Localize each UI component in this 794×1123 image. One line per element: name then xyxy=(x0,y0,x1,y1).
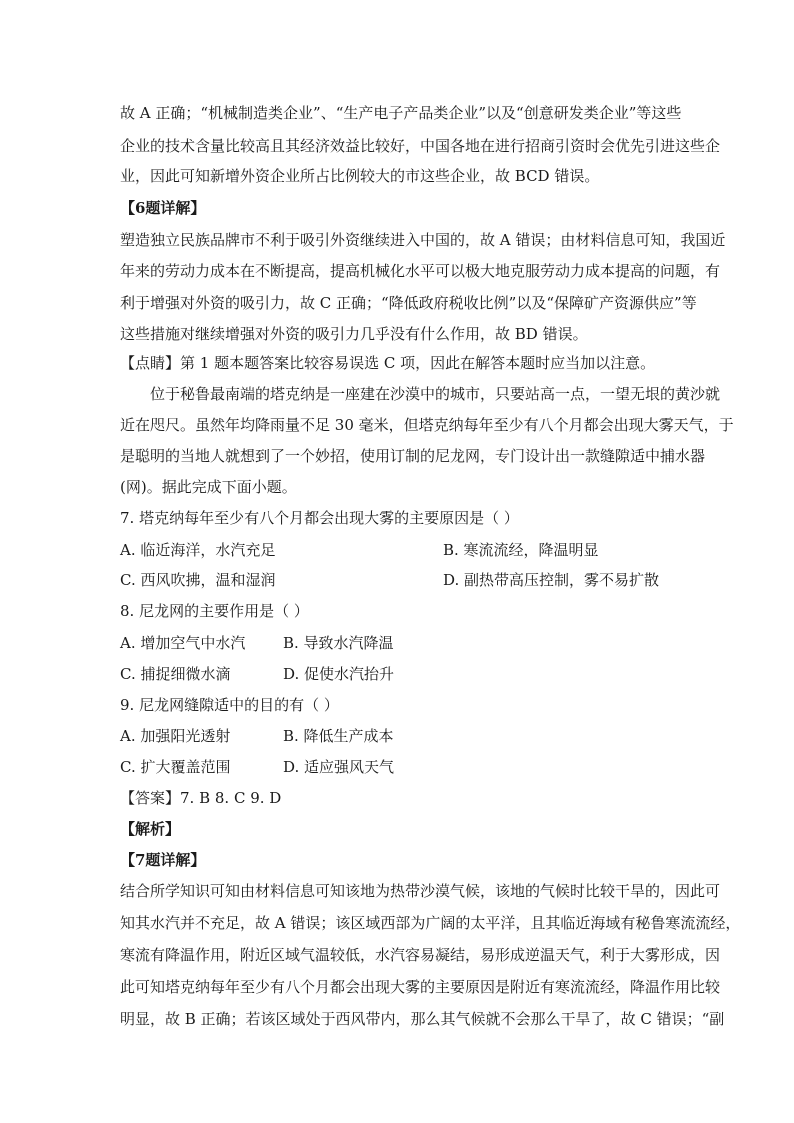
material-text: 是聪明的当地人就想到了一个妙招，使用订制的尼龙网，专门设计出一款缝隙适中捕水器 xyxy=(120,447,706,465)
text-line: 寒流有降温作用，附近区域气温较低，水汽容易凝结，易形成逆温天气，利于大雾形成，因 xyxy=(120,946,721,964)
q9-option-b: B. 降低生产成本 xyxy=(283,727,394,745)
q8-option-d: D. 促使水汽抬升 xyxy=(283,665,395,683)
dianjing-note: 【点睛】第 1 题本题答案比较容易误选 C 项，因此在解答本题时应当加以注意。 xyxy=(120,354,656,372)
text-line: 这些措施对继续增强对外资的吸引力几乎没有什么作用，故 BD 错误。 xyxy=(120,325,588,343)
text-line: 利于增强对外资的吸引力，故 C 正确；“降低政府税收比例”以及“保障矿产资源供应”等 xyxy=(120,294,697,312)
material-text: 位于秘鲁最南端的塔克纳是一座建在沙漠中的城市，只要站高一点，一望无垠的黄沙就 xyxy=(150,385,721,403)
q7-option-a: A. 临近海洋，水汽充足 xyxy=(120,541,276,559)
text-line: 年来的劳动力成本在不断提高，提高机械化水平可以极大地克服劳动力成本提高的问题，有 xyxy=(120,262,721,280)
text-line: 知其水汽并不充足，故 A 错误；该区域西部为广阔的太平洋，且其临近海域有秘鲁寒流流经， xyxy=(120,914,741,932)
question-8-stem: 8. 尼龙网的主要作用是（ ） xyxy=(120,602,309,620)
material-text: 近在咫尺。虽然年均降雨量不足 30 毫米，但塔克纳每年至少有八个月都会出现大雾天气，于 xyxy=(120,416,734,434)
q8-option-c: C. 捕捉细微水滴 xyxy=(120,665,231,683)
text-line: 企业的技术含量比较高且其经济效益比较好，中国各地在进行招商引资时会优先引进这些企 xyxy=(120,137,721,155)
q9-option-c: C. 扩大覆盖范围 xyxy=(120,758,231,776)
q8-option-b: B. 导致水汽降温 xyxy=(283,634,394,652)
text-line: 业，因此可知新增外资企业所占比例较大的市这些企业，故 BCD 错误。 xyxy=(120,167,600,185)
section-heading-q7: 【7题详解】 xyxy=(120,851,206,869)
q7-option-c: C. 西风吹拂，温和湿润 xyxy=(120,571,276,589)
text-line: 结合所学知识可知由材料信息可知该地为热带沙漠气候，该地的气候时比较干旱的，因此可 xyxy=(120,882,721,900)
q9-option-a: A. 加强阳光透射 xyxy=(120,727,231,745)
section-heading-analysis: 【解析】 xyxy=(120,820,181,838)
section-heading-q6: 【6题详解】 xyxy=(120,199,206,217)
text-line: 此可知塔克纳每年至少有八个月都会出现大雾的主要原因是附近有寒流流经，降温作用比较 xyxy=(120,978,721,996)
q7-option-d: D. 副热带高压控制，雾不易扩散 xyxy=(443,571,660,589)
q9-option-d: D. 适应强风天气 xyxy=(283,758,395,776)
text-line: 塑造独立民族品牌市不利于吸引外资继续进入中国的，故 A 错误；由材料信息可知，我国近 xyxy=(120,231,726,249)
answer-line: 【答案】7. B 8. C 9. D xyxy=(120,789,282,807)
material-text: (网)。据此完成下面小题。 xyxy=(120,478,297,496)
text-line: 故 A 正确；“机械制造类企业”、“生产电子产品类企业”以及“创意研发类企业”等这些 xyxy=(120,104,682,122)
q7-option-b: B. 寒流流经，降温明显 xyxy=(443,541,599,559)
text-line: 明显，故 B 正确；若该区域处于西风带内，那么其气候就不会那么干旱了，故 C 错误；“副 xyxy=(120,1010,725,1028)
q8-option-a: A. 增加空气中水汽 xyxy=(120,634,246,652)
question-7-stem: 7. 塔克纳每年至少有八个月都会出现大雾的主要原因是（ ） xyxy=(120,509,519,527)
question-9-stem: 9. 尼龙网缝隙适中的目的有（ ） xyxy=(120,696,339,714)
